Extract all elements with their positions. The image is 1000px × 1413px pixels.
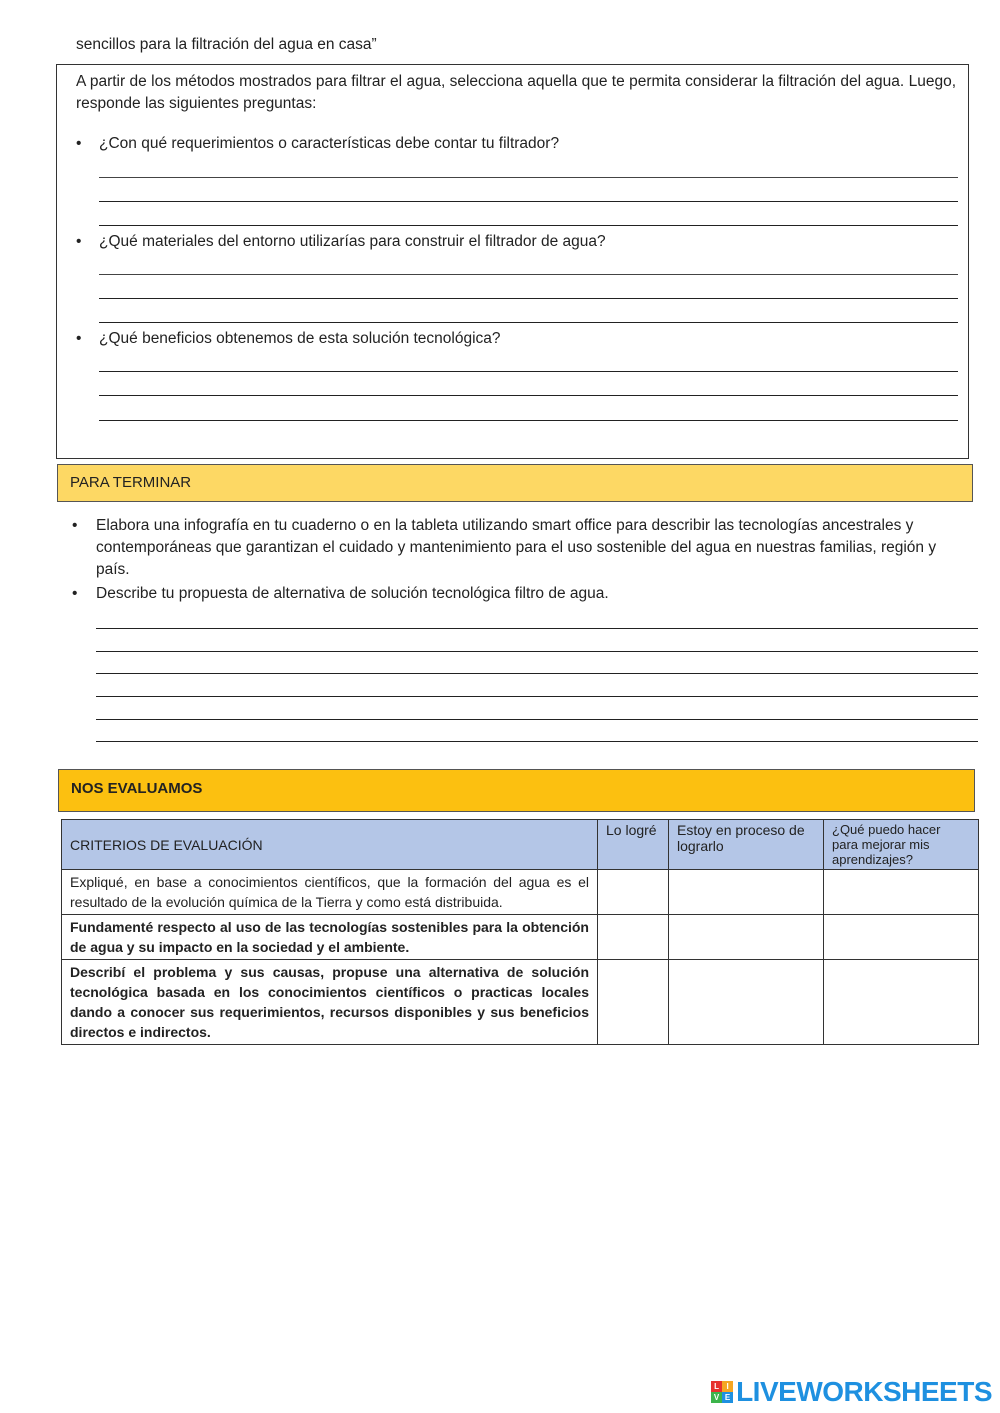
answer-line[interactable]	[96, 741, 978, 742]
check-cell-en-proceso[interactable]	[669, 915, 824, 960]
continued-title-text: sencillos para la filtración del agua en casa”	[76, 36, 377, 53]
input-cell-mejorar[interactable]	[824, 870, 979, 915]
list-item-text: Elabora una infografía en tu cuaderno o en la tableta utilizando smart office para describir las tecnologías ancestrales y contemporáneas que garantizan el cuidado y mantenimiento para el uso sostenible del agua en nuestras familias, región y país.	[96, 517, 937, 578]
list-item-text: Describe tu propuesta de alternativa de solución tecnológica filtro de agua.	[96, 585, 609, 602]
liveworksheets-logo	[711, 1376, 992, 1408]
answer-line[interactable]	[99, 420, 958, 421]
answer-line[interactable]	[96, 651, 978, 652]
answer-line[interactable]	[99, 371, 958, 372]
answer-line[interactable]	[99, 395, 958, 396]
question-text: ¿Qué beneficios obtenemos de esta solución tecnológica?	[99, 330, 501, 347]
evaluation-table	[61, 819, 979, 1045]
answer-line[interactable]	[99, 201, 958, 202]
answer-line[interactable]	[96, 673, 978, 674]
bullet-icon: •	[76, 330, 82, 347]
logo-text: LIVEWORKSHEETS	[736, 1376, 992, 1407]
bullet-icon: •	[72, 517, 78, 534]
table-row	[62, 915, 979, 960]
liveworksheets-logo-icon	[711, 1381, 733, 1403]
table-header-row	[62, 820, 979, 870]
logo-mark-letter: E	[722, 1392, 733, 1403]
list-item	[72, 515, 952, 581]
answer-line[interactable]	[99, 322, 958, 323]
header-en-proceso: Estoy en proceso de lograrlo	[669, 820, 824, 870]
section-header-nos-evaluamos	[58, 769, 975, 812]
logo-mark-letter: V	[711, 1392, 722, 1403]
answer-line[interactable]	[96, 719, 978, 720]
list-item	[72, 583, 952, 605]
questions-box	[56, 64, 969, 459]
answer-line[interactable]	[99, 225, 958, 226]
logo-mark-letter: I	[722, 1381, 733, 1392]
answer-line[interactable]	[99, 298, 958, 299]
section-title: PARA TERMINAR	[70, 474, 192, 491]
answer-line[interactable]	[96, 628, 978, 629]
logo-mark-letter: L	[711, 1381, 722, 1392]
section-header-para-terminar	[57, 464, 973, 502]
bullet-icon: •	[76, 233, 82, 250]
check-cell-en-proceso[interactable]	[669, 870, 824, 915]
criterion-text: Expliqué, en base a conocimientos científicos, que la formación del agua es el resultado de la evolución química de la Tierra y como está distribuida.	[62, 870, 598, 915]
question-text: ¿Con qué requerimientos o características debe contar tu filtrador?	[99, 135, 560, 152]
table-row	[62, 870, 979, 915]
criterion-text: Describí el problema y sus causas, propuse una alternativa de solución tecnológica basada en los conocimientos científicos o practicas locales dando a conocer sus requerimientos, recursos disponibles y sus beneficios directos e indirectos.	[62, 960, 598, 1045]
table-row	[62, 960, 979, 1045]
header-lo-logre: Lo logré	[598, 820, 669, 870]
section-title: NOS EVALUAMOS	[71, 780, 203, 797]
question-text: ¿Qué materiales del entorno utilizarías para construir el filtrador de agua?	[99, 233, 606, 250]
header-mejorar: ¿Qué puedo hacer para mejorar mis aprendizajes?	[824, 820, 979, 870]
header-criterios: CRITERIOS DE EVALUACIÓN	[62, 820, 598, 870]
input-cell-mejorar[interactable]	[824, 960, 979, 1045]
check-cell-lo-logre[interactable]	[598, 915, 669, 960]
questions-intro: A partir de los métodos mostrados para filtrar el agua, selecciona aquella que te permita considerar la filtración del agua. Luego, responde las siguientes preguntas:	[76, 73, 956, 112]
criterion-text: Fundamenté respecto al uso de las tecnologías sostenibles para la obtención de agua y su impacto en la sociedad y el ambiente.	[62, 915, 598, 960]
check-cell-lo-logre[interactable]	[598, 960, 669, 1045]
para-terminar-list	[72, 515, 952, 605]
answer-line[interactable]	[99, 177, 958, 178]
answer-line[interactable]	[99, 274, 958, 275]
bullet-icon: •	[76, 135, 82, 152]
check-cell-en-proceso[interactable]	[669, 960, 824, 1045]
bullet-icon: •	[72, 585, 78, 602]
check-cell-lo-logre[interactable]	[598, 870, 669, 915]
input-cell-mejorar[interactable]	[824, 915, 979, 960]
answer-line[interactable]	[96, 696, 978, 697]
